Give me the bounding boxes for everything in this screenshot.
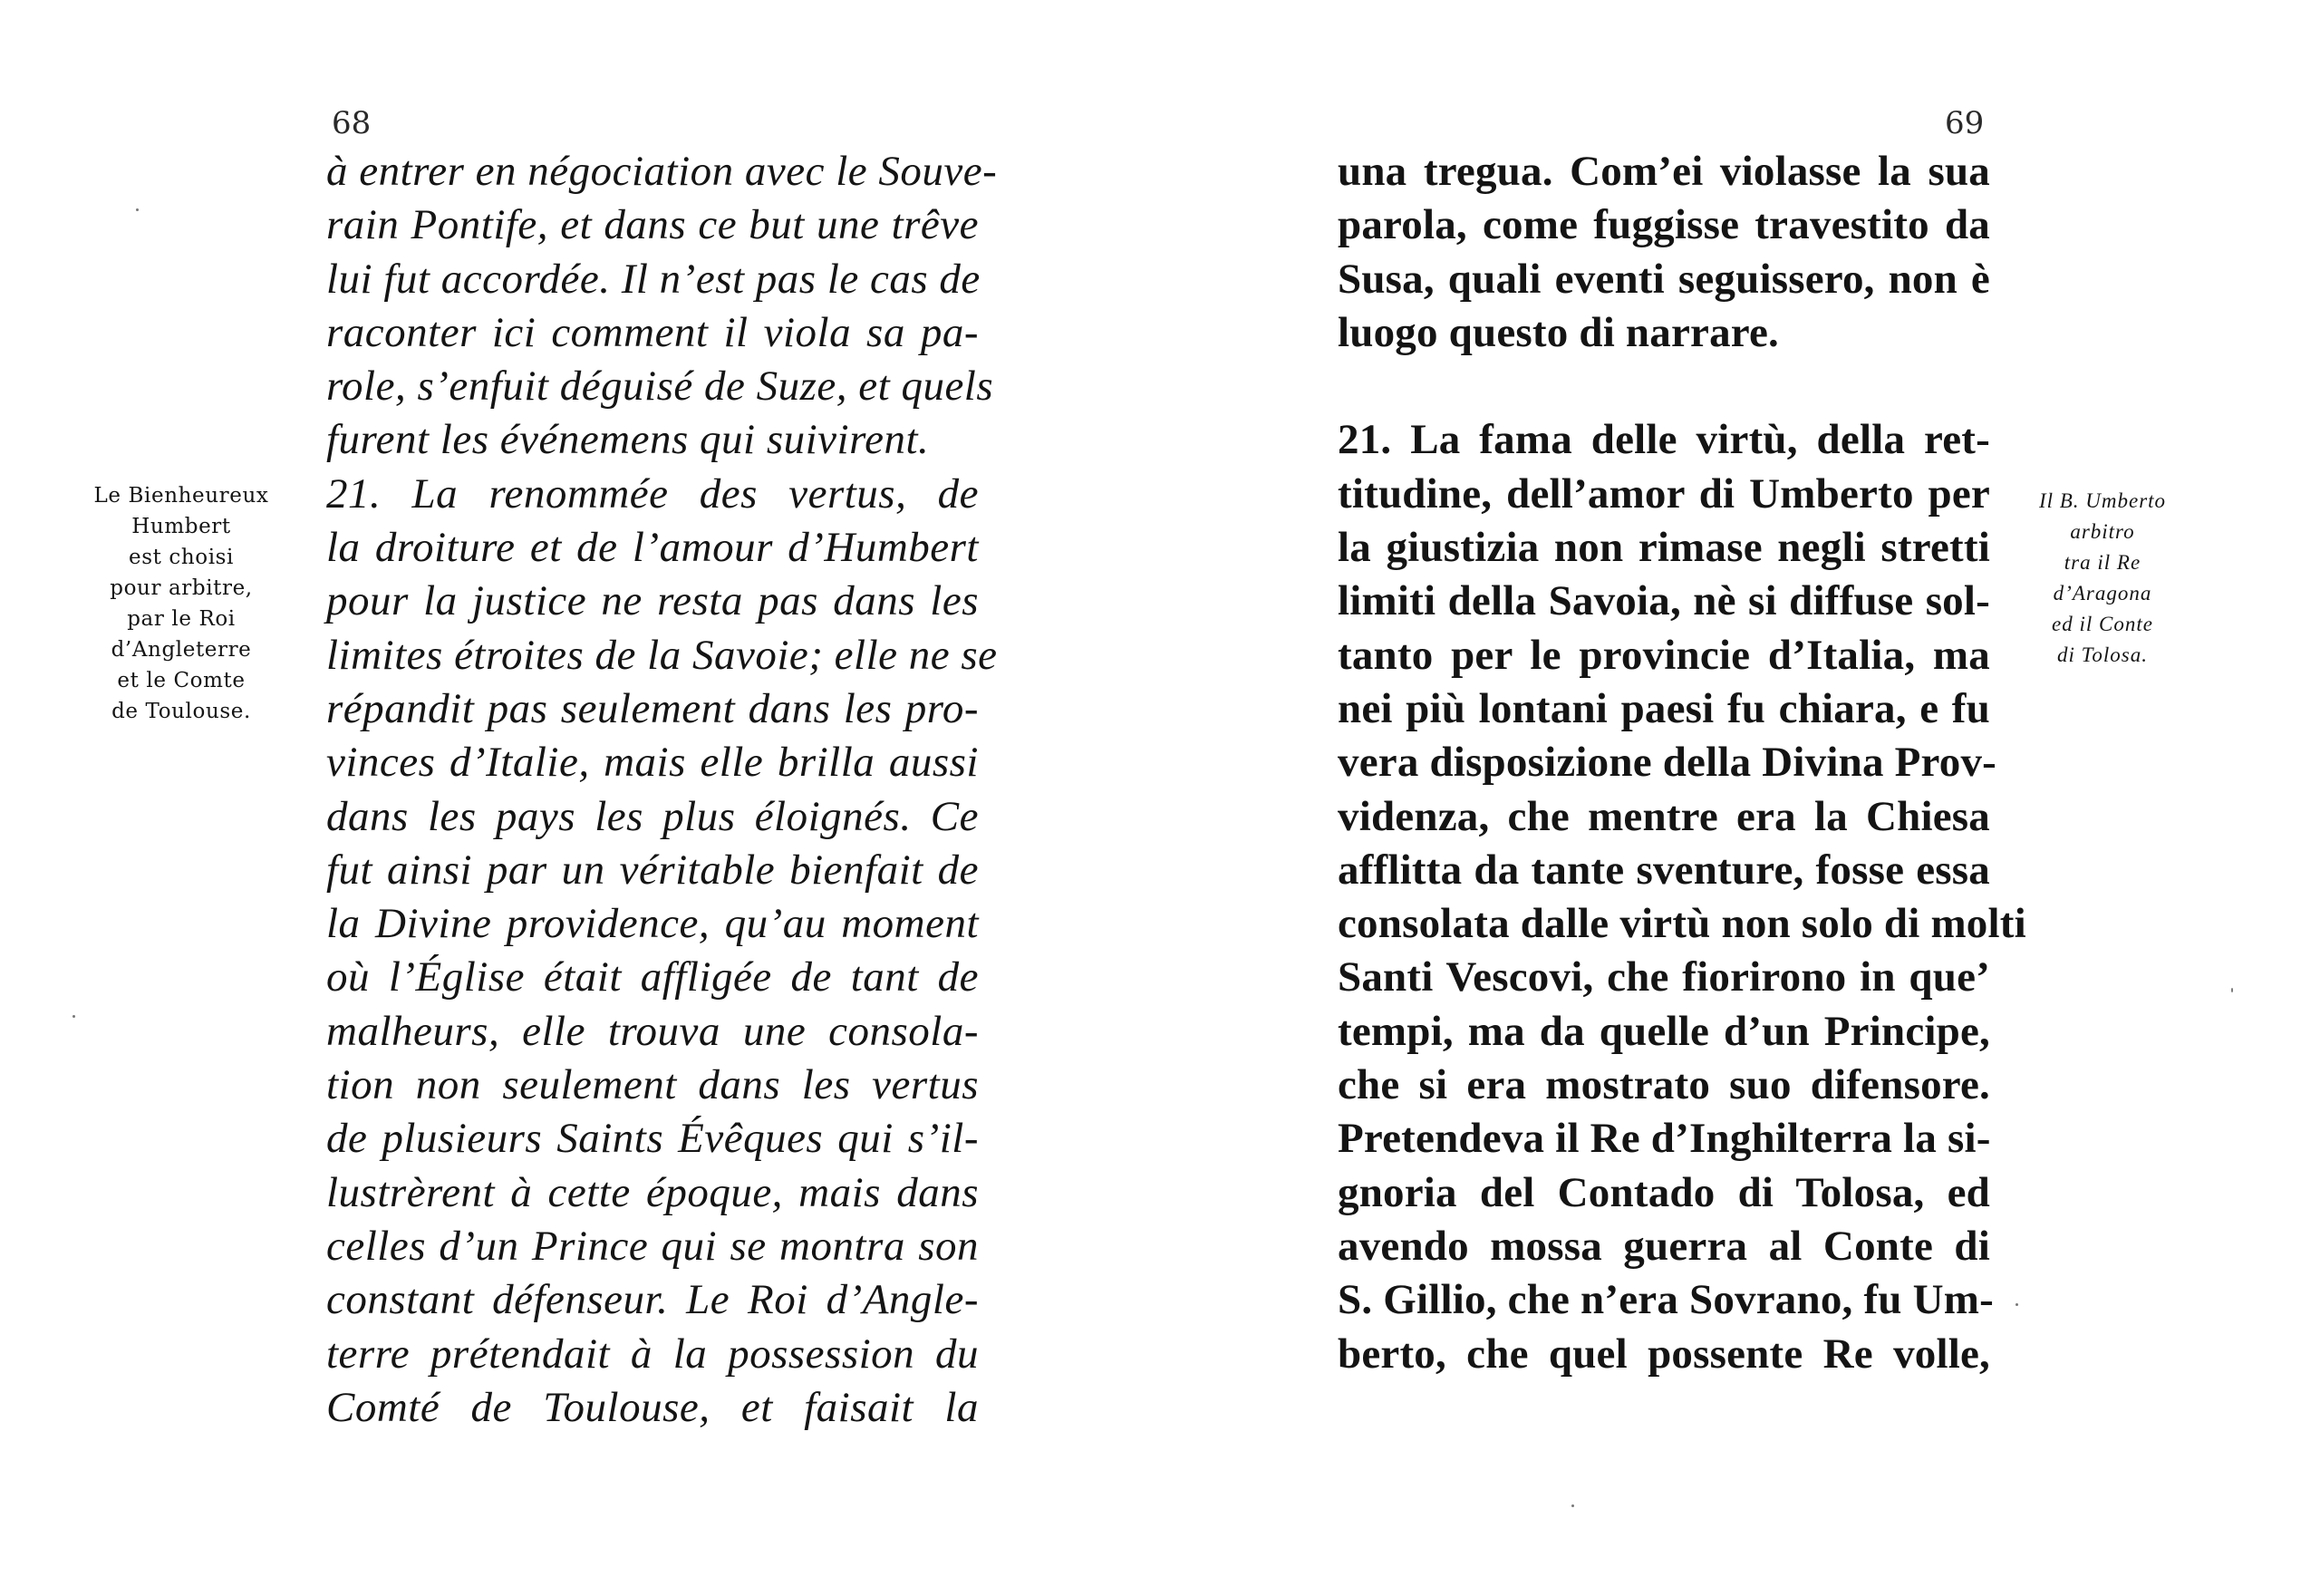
- scan-speck: [1571, 1504, 1574, 1507]
- left-margin-note: [72, 480, 290, 727]
- text-line: répandit pas seulement dans les pro-: [326, 684, 979, 732]
- right-margin-note: [1989, 486, 2216, 671]
- text-line: raconter ici comment il viola sa pa-: [326, 308, 979, 356]
- text-line: la giustizia non rimase negli stretti: [1338, 524, 1990, 572]
- text-line: Comté de Toulouse, et faisait la: [326, 1383, 979, 1431]
- text-line: gnoria del Contado di Tolosa, ed: [1338, 1168, 1990, 1216]
- text-line: lui fut accordée. Il n’est pas le cas de: [326, 255, 981, 303]
- text-line: vera disposizione della Divina Prov-: [1338, 739, 1997, 787]
- margin-note-line: arbitro: [2070, 520, 2135, 543]
- text-line: limites étroites de la Savoie; elle ne se: [326, 631, 998, 679]
- text-line: videnza, che mentre era la Chiesa: [1338, 792, 1990, 840]
- right-page-text: [1338, 145, 2026, 1381]
- text-line: la droiture et de l’amour d’Humbert: [326, 524, 979, 572]
- text-line: fut ainsi par un véritable bienfait de: [326, 846, 979, 894]
- text-line: Susa, quali eventi seguissero, non è: [1338, 255, 1990, 303]
- text-line: avendo mossa guerra al Conte di: [1338, 1222, 1990, 1270]
- text-line: consolata dalle virtù non solo di molti: [1338, 900, 2026, 948]
- scan-speck: [2016, 1303, 2018, 1306]
- scan-speck: [72, 1015, 75, 1018]
- text-line: 21. La fama delle virtù, della ret-: [1338, 416, 1990, 464]
- text-line: tion non seulement dans les vertus: [326, 1061, 979, 1109]
- margin-note-line: d’Angleterre: [111, 638, 252, 662]
- margin-note-line: de Toulouse.: [111, 700, 251, 723]
- text-line: vinces d’Italie, mais elle brilla aussi: [326, 739, 979, 787]
- text-line: titudine, dell’amor di Umberto per: [1338, 469, 1990, 517]
- margin-note-line: tra il Re: [2064, 551, 2141, 574]
- text-line: à entrer en négociation avec le Souve-: [326, 148, 998, 195]
- text-line: où l’Église était affligée de tant de: [326, 953, 979, 1001]
- scan-speck: [136, 208, 139, 211]
- margin-note-line: di Tolosa.: [2057, 643, 2148, 666]
- paragraph-gap: [1338, 360, 1990, 413]
- text-line: la Divine providence, qu’au moment: [326, 900, 979, 948]
- text-line: malheurs, elle trouva une consola-: [326, 1007, 979, 1055]
- text-line: una tregua. Com’ei violasse la sua: [1338, 148, 1990, 195]
- right-page-number: 69: [1945, 105, 1985, 141]
- text-line: rain Pontife, et dans ce but une trêve: [326, 201, 979, 249]
- margin-note-line: Il B. Umberto: [2038, 489, 2167, 512]
- text-line: Santi Vescovi, che fiorirono in que’: [1338, 953, 1990, 1001]
- text-line: pour la justice ne resta pas dans les: [326, 577, 979, 625]
- text-line: dans les pays les plus éloignés. Ce: [326, 792, 979, 840]
- margin-note-line: par le Roi: [127, 607, 236, 631]
- text-line: furent les événemens qui suivirent.: [326, 416, 930, 464]
- text-line: 21. La renommée des vertus, de: [326, 469, 979, 517]
- margin-note-line: d’Aragona: [2053, 582, 2152, 605]
- margin-note-line: est choisi: [128, 546, 235, 569]
- text-line: luogo questo di narrare.: [1338, 308, 1780, 356]
- text-line: tempi, ma da quelle d’un Principe,: [1338, 1007, 1990, 1055]
- text-line: tanto per le provincie d’Italia, ma: [1338, 631, 1990, 679]
- text-line: role, s’enfuit déguisé de Suze, et quels: [326, 363, 994, 411]
- margin-note-line: pour arbitre,: [110, 576, 253, 600]
- margin-note-line: et le Comte: [117, 669, 246, 692]
- left-page-number: 68: [332, 105, 372, 141]
- text-line: Pretendeva il Re d’Inghilterra la si-: [1338, 1115, 1991, 1163]
- text-line: de plusieurs Saints Évêques qui s’il-: [326, 1115, 979, 1163]
- text-line: celles d’un Prince qui se montra son: [326, 1222, 979, 1270]
- margin-note-line: ed il Conte: [2052, 613, 2153, 635]
- text-line: afflitta da tante sventure, fosse essa: [1338, 846, 1990, 894]
- text-line: che si era mostrato suo difensore.: [1338, 1061, 1990, 1109]
- text-line: parola, come fuggisse travestito da: [1338, 201, 1990, 249]
- scan-speck: [2231, 988, 2233, 992]
- margin-note-line: Humbert: [131, 515, 231, 538]
- text-line: berto, che quel possente Re volle,: [1338, 1330, 1990, 1378]
- text-line: terre prétendait à la possession du: [326, 1330, 979, 1378]
- margin-note-line: Le Bienheureux: [93, 484, 269, 508]
- text-line: S. Gillio, che n’era Sovrano, fu Um-: [1338, 1276, 1994, 1324]
- left-page-text: [326, 145, 998, 1435]
- text-line: limiti della Savoia, nè si diffuse sol-: [1338, 577, 1990, 625]
- text-line: constant défenseur. Le Roi d’Angle-: [326, 1276, 979, 1324]
- text-line: nei più lontani paesi fu chiara, e fu: [1338, 684, 1990, 732]
- text-line: lustrèrent à cette époque, mais dans: [326, 1168, 979, 1216]
